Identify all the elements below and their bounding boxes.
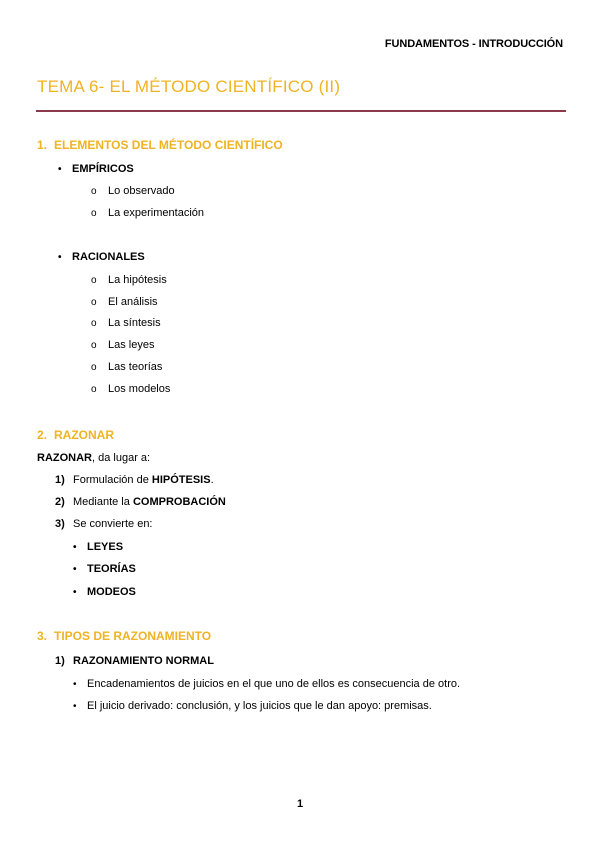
hollow-circle-icon: o [91,340,97,351]
list-item-text: Las leyes [108,339,155,351]
page-title: TEMA 6- EL MÉTODO CIENTÍFICO (II) [37,77,341,96]
point-item [73,678,460,690]
subheading-number: 1) [55,655,65,667]
bullet-dot-icon: • [58,252,62,263]
step-number: 3) [55,518,65,530]
list-item [91,185,175,197]
hollow-circle-icon: o [91,318,97,329]
list-item [91,339,154,351]
point-text: El juicio derivado: conclusión, y los juicios que le dan apoyo: premisas. [87,700,432,712]
group-label: EMPÍRICOS [72,163,134,175]
list-item-text: Las teorías [108,361,163,373]
group-label: RACIONALES [72,251,145,263]
step-tail: . [210,474,214,486]
hollow-circle-icon: o [91,362,97,373]
result-item [73,541,123,553]
hollow-circle-icon: o [91,186,97,197]
result-text: LEYES [87,541,124,553]
result-item [73,563,136,575]
step-number: 1) [55,474,65,486]
list-item [91,274,167,286]
list-item [91,296,158,308]
running-header: FUNDAMENTOS - INTRODUCCIÓN [384,38,563,50]
hollow-circle-icon: o [91,208,97,219]
result-item [73,586,136,598]
intro-bold: RAZONAR [37,452,92,464]
section-title: ELEMENTOS DEL MÉTODO CIENTÍFICO [54,138,283,152]
intro-text: , da lugar a: [92,452,151,464]
list-item-text: El análisis [108,296,158,308]
list-item [91,361,162,373]
list-item-text: La experimentación [108,207,205,219]
section-number: 3. [37,629,48,643]
section-1-heading [37,138,283,152]
bullet-dot-icon: • [73,679,77,690]
bullet-dot-icon: • [73,542,77,553]
list-item-text: Los modelos [108,383,171,395]
subheading-text: RAZONAMIENTO NORMAL [73,655,214,667]
section-number: 1. [37,138,48,152]
section-title: TIPOS DE RAZONAMIENTO [54,629,212,643]
numbered-step [55,518,153,530]
step-bold: HIPÓTESIS [151,474,211,486]
group-empiricos [58,163,134,175]
group-racionales [58,251,145,263]
page-number: 1 [296,798,304,810]
section-number: 2. [37,428,48,442]
bullet-dot-icon: • [73,701,77,712]
list-item [91,207,204,219]
numbered-step [55,496,226,508]
list-item-text: La síntesis [108,317,161,329]
section-3-heading [37,629,211,643]
hollow-circle-icon: o [91,297,97,308]
step-number: 2) [55,496,65,508]
numbered-step [55,474,214,486]
section-title: RAZONAR [54,428,114,442]
bullet-dot-icon: • [73,587,77,598]
step-bold: COMPROBACIÓN [132,496,226,508]
bullet-dot-icon: • [58,164,62,175]
hollow-circle-icon: o [91,384,97,395]
list-item [91,317,161,329]
section-2-heading [37,428,114,442]
title-divider [36,110,566,112]
step-text: Se convierte en: [73,518,153,530]
point-text: Encadenamientos de juicios en el que uno de ellos es consecuencia de otro. [87,678,461,690]
hollow-circle-icon: o [91,275,97,286]
point-item [73,700,432,712]
step-text: Mediante la [73,496,133,508]
section-intro [37,452,150,464]
bullet-dot-icon: • [73,564,77,575]
list-item [91,383,170,395]
step-text: Formulación de [73,474,152,486]
result-text: MODEOS [87,586,136,598]
list-item-text: Lo observado [108,185,175,197]
result-text: TEORÍAS [87,563,136,575]
subheading [55,655,214,667]
list-item-text: La hipótesis [108,274,167,286]
